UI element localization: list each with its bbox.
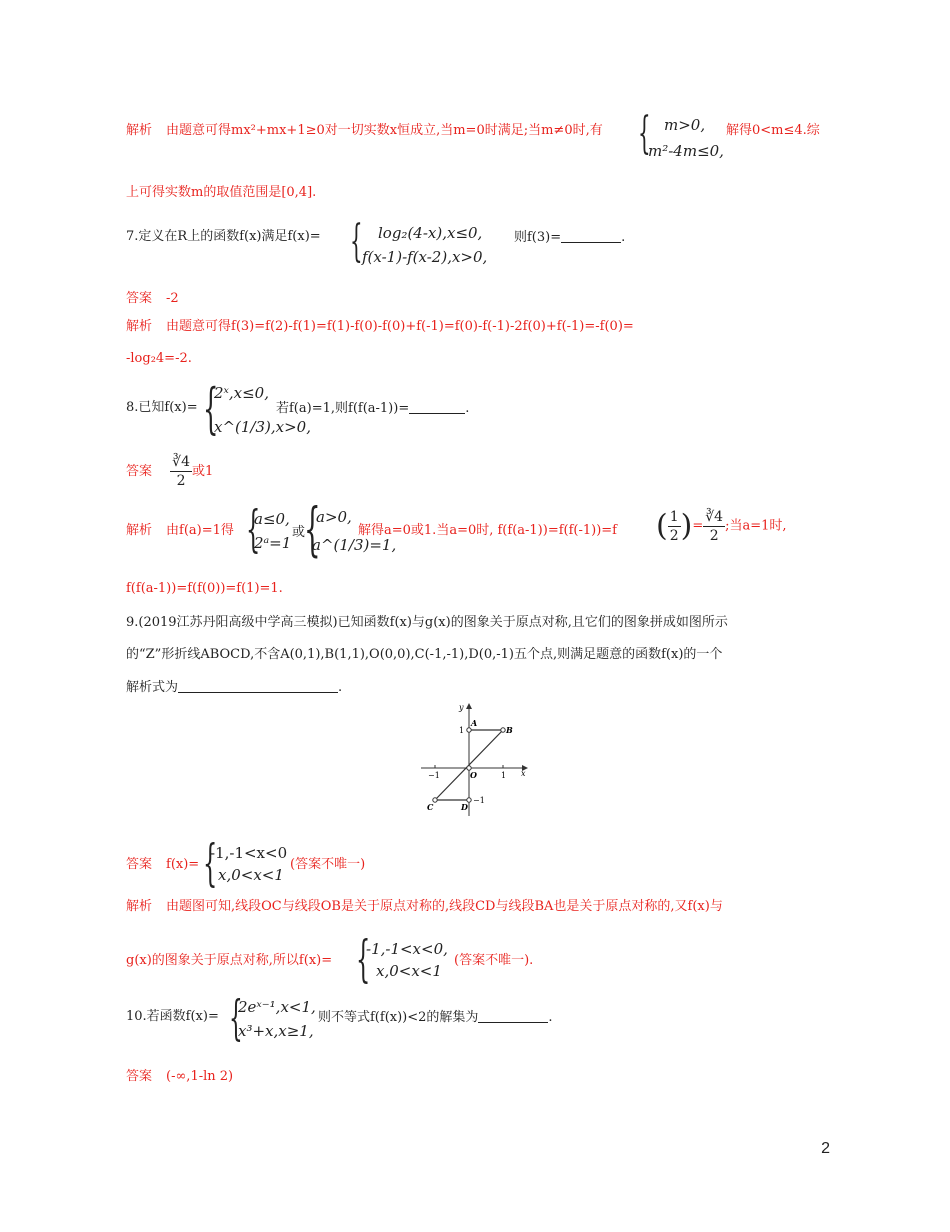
left-brace: { [203, 834, 218, 892]
q9-answer-case-2: x,0<x<1 [218, 866, 284, 884]
q10-stem: 10.若函数f(x)= [126, 1009, 219, 1024]
q10-ask-text: 则不等式f(f(x))<2的解集为 [318, 1010, 479, 1025]
q6-analysis [126, 122, 603, 140]
point-B [501, 728, 505, 732]
answer-blank [178, 678, 338, 693]
q9-answer [126, 856, 199, 874]
label-x-1: 1 [501, 771, 507, 780]
label-D: D [461, 802, 468, 812]
q6-after: 解得0<m≤4.综 [726, 123, 820, 138]
q9-analysis-text: 由题图可知,线段OC与线段OB是关于原点对称的,线段CD与线段BA也是关于原点对称的,又f(x)与 [166, 899, 723, 914]
q8-a-case-1: a≤0, [254, 510, 290, 528]
analysis-tag: 解析 [126, 899, 153, 914]
q9-stem-3 [126, 678, 342, 697]
q6-continuation: 上可得实数m的取值范围是[0,4]. [126, 185, 317, 200]
q9-analysis-note: (答案不唯一). [454, 953, 534, 968]
label-O: O [470, 770, 477, 780]
q8-or: 或 [292, 525, 306, 540]
q7-stem: 7.定义在R上的函数f(x)满足f(x)= [126, 229, 321, 244]
analysis-tag: 解析 [126, 523, 153, 538]
q8-analysis [126, 522, 234, 540]
q8-ask [276, 399, 469, 418]
label-x-neg1: −1 [428, 771, 440, 780]
q8-end: . [465, 401, 470, 416]
label-y-1: 1 [459, 726, 465, 735]
analysis-tag: 解析 [126, 123, 153, 138]
q7-ask-text: 则f(3)= [514, 230, 562, 245]
fraction-numerator: 1 [669, 509, 679, 525]
q8-analysis-tail: ;当a=1时, [725, 518, 787, 534]
label-x: x [521, 769, 526, 778]
left-brace: { [356, 930, 371, 988]
label-B: B [506, 725, 513, 735]
q7-analysis [126, 318, 634, 336]
point-A [467, 728, 471, 732]
q9-stem-2: 的“Z”形折线ABOCD,不含A(0,1),B(1,1),O(0,0),C(-1,-1),D(0,-1)五个点,则满足题意的函数f(x)的一个 [126, 647, 723, 662]
answer-tag: 答案 [126, 291, 153, 306]
answer-blank [409, 399, 465, 414]
fraction-numerator: ∛4 [172, 454, 190, 470]
q7-analysis-line2: -log₂4=-2. [126, 351, 192, 366]
left-brace: { [203, 377, 219, 440]
q10-answer [126, 1068, 233, 1086]
answer-blank [561, 228, 621, 243]
q9-analysis-case-1: -1,-1<x<0, [366, 940, 448, 958]
q9-analysis-line2: g(x)的图象关于原点对称,所以f(x)= [126, 953, 333, 968]
answer-fraction [170, 453, 192, 490]
label-y: y [459, 703, 464, 712]
equals-sign: = [692, 518, 704, 534]
left-paren: ( [656, 508, 668, 544]
answer-blank [478, 1008, 548, 1023]
q7-case-1: log₂(4-x),x≤0, [378, 224, 483, 242]
q8-analysis-pre: 由f(a)=1得 [166, 523, 234, 538]
left-brace: { [304, 495, 321, 563]
q6-case-1: m>0, [664, 116, 706, 134]
fraction-denominator: 2 [176, 473, 186, 489]
q6-analysis-text: 由题意可得mx²+mx+1≥0对一切实数x恒成立,当m=0时满足;当m≠0时,有 [166, 123, 603, 138]
q7-case-2: f(x-1)-f(x-2),x>0, [362, 248, 488, 266]
q8-answer [126, 452, 213, 492]
page-number: 2 [821, 1140, 830, 1157]
q7-analysis-text: 由题意可得f(3)=f(2)-f(1)=f(1)-f(0)-f(0)+f(-1)=f(0)-f(-1)-2f(0)+f(-1)=-f(0)= [166, 319, 634, 334]
q10-case-1: 2eˣ⁻¹,x<1, [238, 998, 316, 1016]
q7-answer-value: -2 [166, 291, 179, 306]
q8-case-1: 2ˣ,x≤0, [214, 384, 269, 402]
q8-stem: 8.已知f(x)= [126, 400, 198, 415]
q9-analysis [126, 898, 723, 916]
point-C [433, 798, 437, 802]
fraction-denominator: 2 [669, 528, 679, 544]
half-fraction [668, 508, 681, 545]
q9-answer-note: (答案不唯一) [290, 857, 366, 872]
q8-answer-tail: 或1 [191, 464, 214, 479]
left-brace: { [350, 216, 363, 267]
q8-ask-text: 若f(a)=1,则f(f(a-1))= [276, 401, 410, 416]
right-paren: ) [680, 508, 693, 544]
q8-a-case-3: a>0, [316, 508, 352, 526]
q10-answer-value: (-∞,1-ln 2) [166, 1069, 234, 1084]
q9-stem-1: 9.(2019江苏丹阳高级中学高三模拟)已知函数f(x)与g(x)的图象关于原点对称,且它们的图象拼成如图所示 [126, 615, 728, 630]
q10-ask [318, 1008, 553, 1027]
q8-analysis-fractions [656, 508, 787, 552]
label-y-neg1: −1 [473, 796, 485, 805]
left-brace: { [229, 990, 243, 1046]
q9-answer-case-1: -1,-1<x<0 [210, 844, 288, 862]
fraction-denominator: 2 [709, 528, 719, 544]
analysis-tag: 解析 [126, 319, 153, 334]
q8-a-case-4: a^(1/3)=1, [312, 536, 397, 554]
label-A: A [471, 718, 478, 728]
q8-analysis-line2: f(f(a-1))=f(f(0))=f(1)=1. [126, 581, 283, 596]
q8-a-case-2: 2ᵃ=1 [254, 534, 292, 552]
answer-tag: 答案 [126, 857, 153, 872]
q7-answer [126, 290, 179, 308]
q10-case-2: x³+x,x≥1, [238, 1022, 314, 1040]
q10-end: . [548, 1010, 553, 1025]
fraction-numerator: ∛4 [705, 509, 724, 525]
result-fraction [703, 508, 725, 545]
q9-stem-3-text: 解析式为 [126, 680, 179, 695]
q7-ask [514, 228, 625, 247]
q9-end: . [338, 680, 343, 695]
answer-tag: 答案 [126, 1069, 153, 1084]
q9-analysis-case-2: x,0<x<1 [376, 962, 442, 980]
label-C: C [427, 802, 434, 812]
answer-tag: 答案 [126, 464, 153, 479]
left-brace: { [246, 500, 261, 558]
q8-case-2: x^(1/3),x>0, [214, 418, 311, 436]
q6-case-2: m²-4m≤0, [648, 142, 724, 160]
q8-analysis-mid: 解得a=0或1.当a=0时, f(f(a-1))=f(f(-1))=f [358, 523, 617, 538]
q7-end: . [621, 230, 626, 245]
q9-answer-pre: f(x)= [166, 857, 200, 872]
left-brace: { [638, 108, 651, 159]
z-graph-figure [415, 700, 535, 820]
